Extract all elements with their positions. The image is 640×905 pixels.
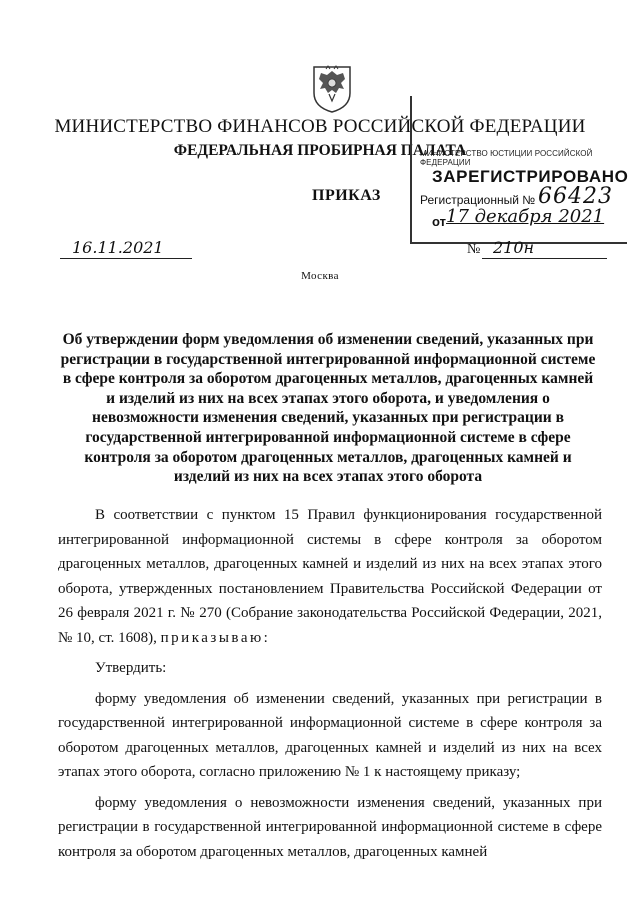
paragraph-preamble: [58, 503, 602, 650]
stamp-reg-label: Регистрационный №: [420, 193, 536, 207]
paragraph-approve: Утвердить:: [95, 660, 167, 676]
state-emblem-icon: [311, 63, 353, 113]
document-body: [58, 503, 602, 864]
paragraph-form-2: форму уведомления о невозможности изменения сведений, указанных при регистрации в государственной интегрированной информационной системе в сфере контроля за оборотом драгоценных металлов, драгоценных камней: [58, 794, 602, 860]
order-number: 210н: [493, 238, 535, 257]
number-underline: [482, 258, 607, 259]
stamp-title: ЗАРЕГИСТРИРОВАНО: [432, 167, 629, 186]
order-heading: ПРИКАЗ: [312, 187, 381, 204]
preamble-text: В соответствии с пунктом 15 Правил функционирования государственной интегрированной информационной системы в сфере контроля за оборотом драгоценных металлов, драгоценных камней и изделий из них на всех этапах этого оборота, утвержденных постановлением Правительства Российской Федерации от 26 февраля 2021 г. № 270 (Собрание законодательства Российской Федерации, 2021, № 10, ст. 1608),: [58, 507, 602, 646]
city: Москва: [301, 270, 339, 282]
document-title: Об утверждении форм уведомления об изменении сведений, указанных при регистрации в государственной интегрированной информационной системе в сфере контроля за оборотом драгоценных металлов, драгоценных камней и изделий из них на всех этапах этого оборота, и уведомления о невозможности изменения сведений, указанных при регистрации в государственной интегрированной информационной системе в сфере контроля за оборотом драгоценных металлов, драгоценных камней и изделий из них на всех этапах этого оборота: [60, 331, 596, 486]
stamp-date: 17 декабря 2021: [446, 206, 605, 227]
order-date: 16.11.2021: [72, 238, 164, 257]
stamp-reg-number: 66423: [538, 184, 613, 209]
paragraph-form-1: форму уведомления об изменении сведений, указанных при регистрации в государственной интегрированной информационной системе в сфере контроля за оборотом драгоценных металлов, драгоценных камней и изделий из них на всех этапах этого оборота, согласно приложению № 1 к настоящему приказу;: [58, 690, 602, 780]
stamp-top-line: МИНИСТЕРСТВО ЮСТИЦИИ РОССИЙСКОЙ ФЕДЕРАЦИИ: [420, 149, 593, 167]
chamber-name: ФЕДЕРАЛЬНАЯ ПРОБИРНАЯ ПАЛАТА: [173, 142, 467, 159]
date-underline: [60, 258, 192, 259]
stamp-date-prefix: от: [432, 214, 446, 229]
order-phrase: приказываю:: [160, 629, 271, 646]
order-number-label: №: [467, 242, 481, 257]
ministry-name: МИНИСТЕРСТВО ФИНАНСОВ РОССИЙСКОЙ ФЕДЕРАЦИИ: [54, 116, 586, 137]
